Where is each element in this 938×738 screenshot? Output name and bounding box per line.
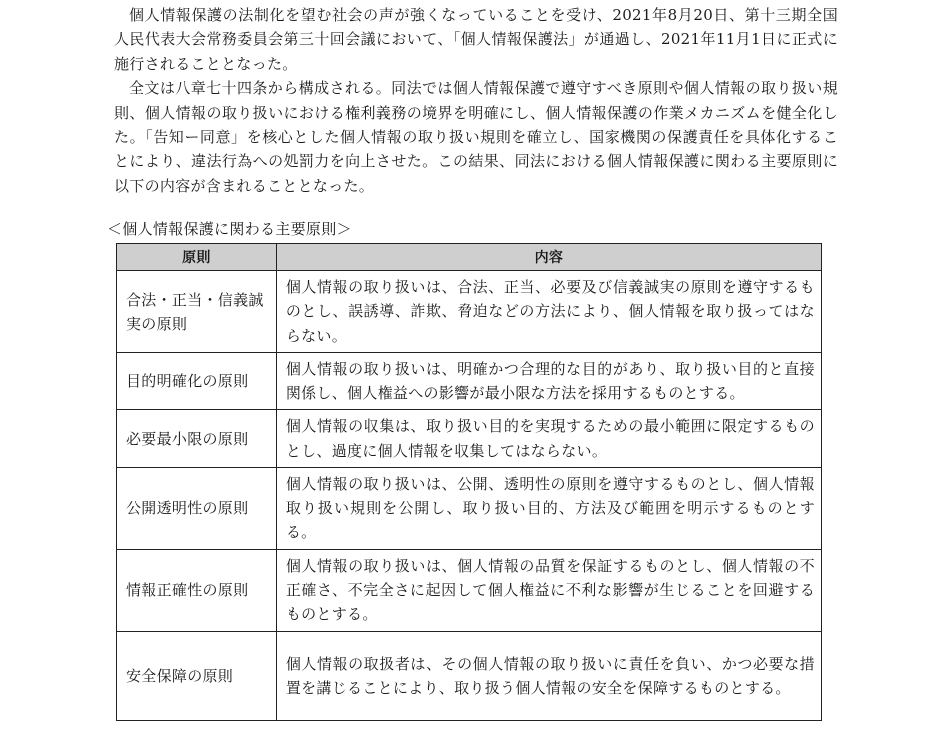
- principle-name: 目的明確化の原則: [117, 353, 277, 410]
- table-row: [117, 353, 822, 410]
- intro-paragraph-2: 全文は八章七十四条から構成される。同法では個人情報保護で遵守すべき原則や個人情報の取り扱い規則、個人情報の取り扱いにおける権利義務の境界を明確にし、個人情報保護の作業メカニズムを健全化した。「告知ー同意」を核心とした個人情報の取り扱い規則を確立し、国家機関の保護責任を具体化することにより、違法行為への処罰力を向上させた。この結果、同法における個人情報保護に関わる主要原則に以下の内容が含まれることとなった。: [114, 79, 838, 195]
- intro-paragraph-1: 個人情報保護の法制化を望む社会の声が強くなっていることを受け、2021年8月20日、第十三期全国人民代表大会常務委員会第三十回会議において、「個人情報保護法」が通過し、2021年11月1日に正式に施行されることとなった。: [114, 6, 838, 73]
- principles-table: [116, 243, 822, 721]
- principle-name: 公開透明性の原則: [117, 467, 277, 549]
- principle-content: 個人情報の取り扱いは、合法、正当、必要及び信義誠実の原則を遵守するものとし、誤誘導、詐欺、脅迫などの方法により、個人情報を取り扱ってはならない。: [276, 271, 821, 353]
- table-row: [117, 631, 822, 720]
- header-principle: 原則: [117, 244, 277, 271]
- principle-content: 個人情報の取り扱いは、個人情報の品質を保証するものとし、個人情報の不正確さ、不完全さに起因して個人権益に不利な影響が生じることを回避するものとする。: [276, 549, 821, 631]
- principle-content: 個人情報の収集は、取り扱い目的を実現するための最小範囲に限定するものとし、過度に個人情報を収集してはならない。: [276, 410, 821, 467]
- principle-name: 合法・正当・信義誠実の原則: [117, 271, 277, 353]
- table-row: [117, 410, 822, 467]
- principle-name: 情報正確性の原則: [117, 549, 277, 631]
- principle-name: 必要最小限の原則: [117, 410, 277, 467]
- intro-text: [114, 3, 838, 198]
- principle-content: 個人情報の取り扱いは、公開、透明性の原則を遵守するものとし、個人情報取り扱い規則を公開し、取り扱い目的、方法及び範囲を明示するものとする。: [276, 467, 821, 549]
- header-content: 内容: [276, 244, 821, 271]
- table-row: [117, 549, 822, 631]
- principle-name: 安全保障の原則: [117, 631, 277, 720]
- table-row: [117, 467, 822, 549]
- principle-content: 個人情報の取り扱いは、明確かつ合理的な目的があり、取り扱い目的と直接関係し、個人権益への影響が最小限な方法を採用するものとする。: [276, 353, 821, 410]
- table-row: [117, 271, 822, 353]
- table-header-row: [117, 244, 822, 271]
- table-caption: ＜個人情報保護に関わる主要原則＞: [107, 220, 352, 238]
- principle-content: 個人情報の取扱者は、その個人情報の取り扱いに責任を負い、かつ必要な措置を講じることにより、取り扱う個人情報の安全を保障するものとする。: [276, 631, 821, 720]
